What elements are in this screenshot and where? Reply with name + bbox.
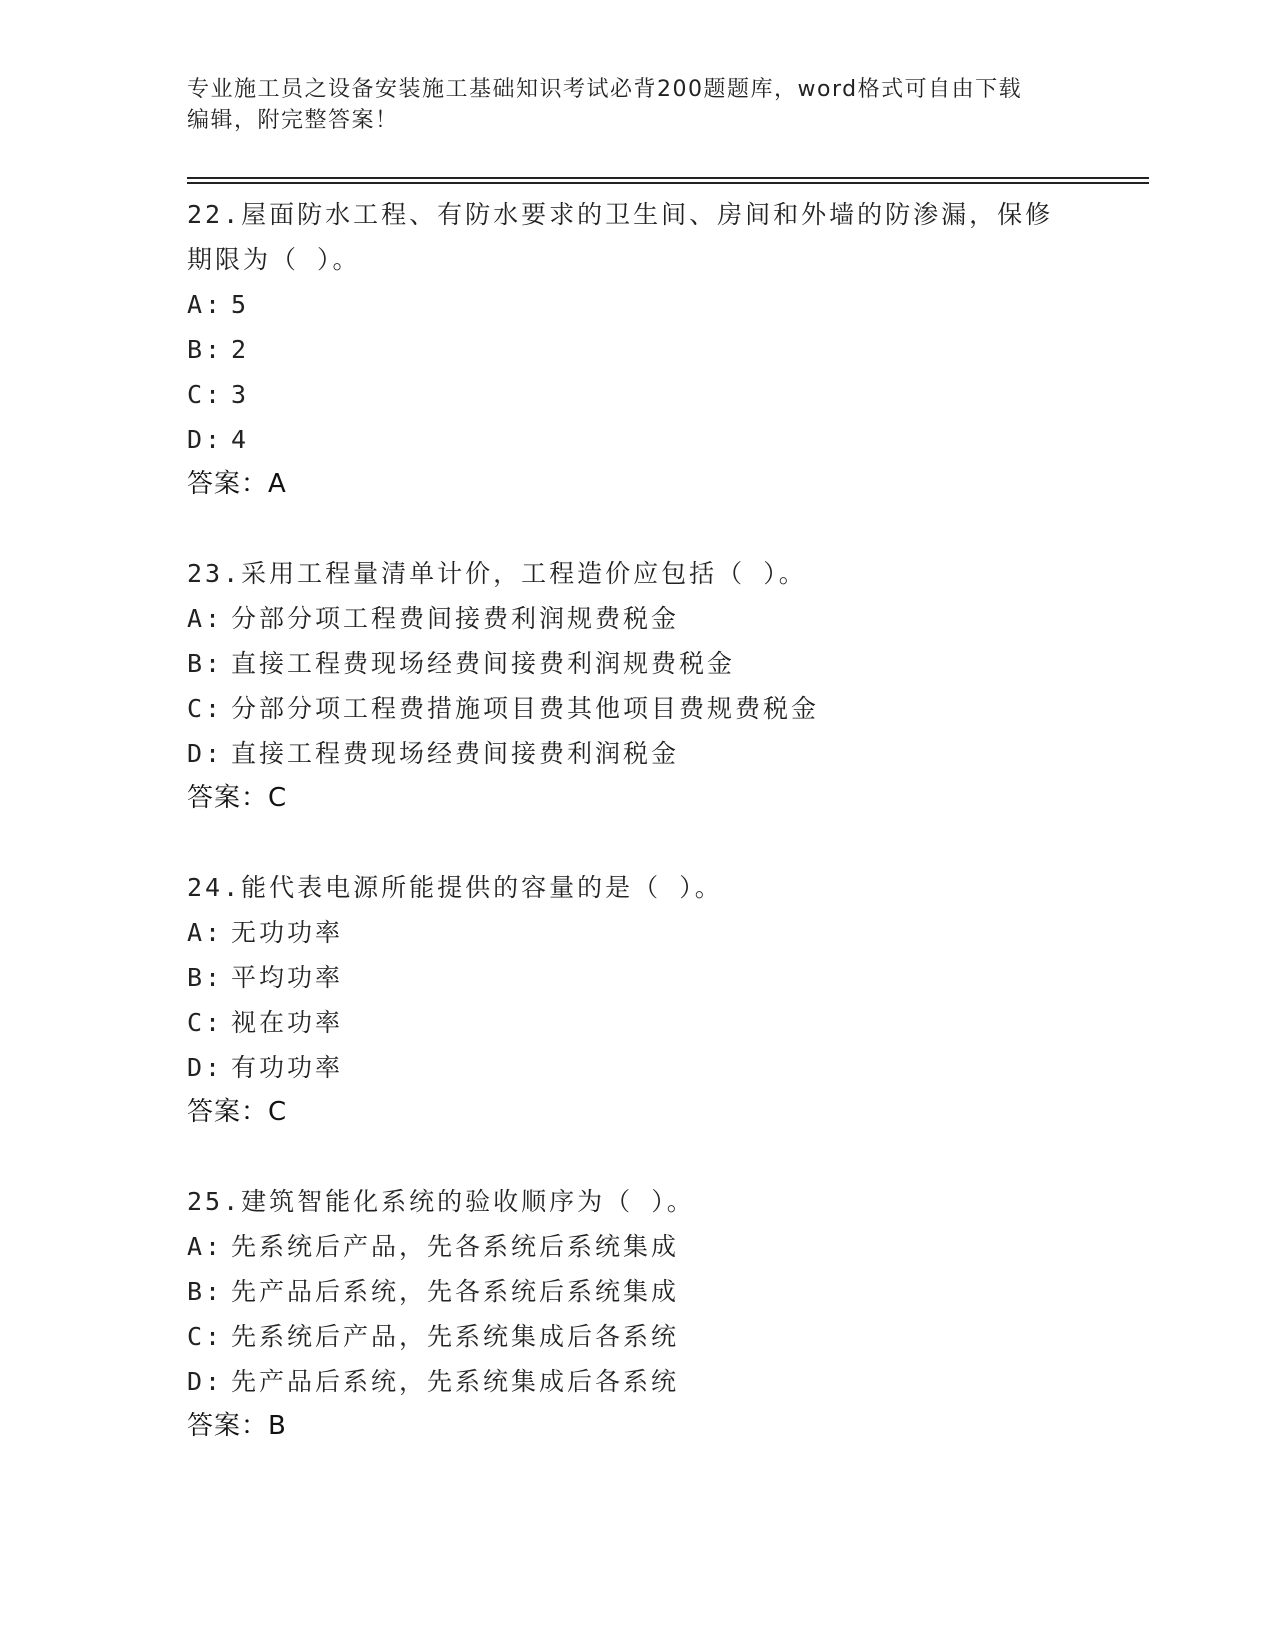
option-d [187,1359,1087,1404]
option-letter: A: [187,918,224,947]
option-text: 有功功率 [231,1053,344,1082]
question-23 [187,551,1087,821]
answer-label: 答案：B [187,1411,287,1441]
document-header [187,74,1067,136]
option-text: 先系统后产品，先系统集成后各系统 [231,1322,680,1351]
option-b [187,641,1087,686]
option-letter: B: [187,335,224,364]
option-text: 平均功率 [231,963,344,992]
answer-label: 答案：C [187,1097,288,1127]
option-letter: C: [187,380,224,409]
option-letter: A: [187,604,224,633]
option-text: 3 [231,380,250,409]
option-letter: A: [187,1232,224,1261]
option-text: 先产品后系统，先各系统后系统集成 [231,1277,680,1306]
answer-label: 答案：C [187,783,288,813]
option-b [187,955,1087,1000]
option-c [187,372,1087,417]
option-letter: C: [187,1008,224,1037]
question-stem: 22.屋面防水工程、有防水要求的卫生间、房间和外墙的防渗漏，保修 [187,200,1054,229]
question-22 [187,192,1087,507]
option-letter: A: [187,290,224,319]
option-letter: B: [187,649,224,678]
option-letter: B: [187,963,224,992]
option-text: 分部分项工程费间接费利润规费税金 [231,604,680,633]
option-d [187,731,1087,776]
option-text: 5 [231,290,250,319]
question-stem: 24.能代表电源所能提供的容量的是（ ）。 [187,873,723,902]
option-a [187,596,1087,641]
option-text: 直接工程费现场经费间接费利润规费税金 [231,649,736,678]
question-stem-continued: 期限为（ ）。 [187,245,361,274]
option-letter: D: [187,1367,224,1396]
option-letter: D: [187,1053,224,1082]
option-a [187,282,1087,327]
option-letter: C: [187,694,224,723]
option-text: 视在功率 [231,1008,344,1037]
option-c [187,686,1087,731]
question-list [187,192,1087,1449]
option-c [187,1000,1087,1045]
option-letter: C: [187,1322,224,1351]
header-divider-top [187,177,1149,179]
option-d [187,417,1087,462]
question-stem: 23.采用工程量清单计价，工程造价应包括（ ）。 [187,559,807,588]
option-letter: D: [187,425,224,454]
option-text: 4 [231,425,250,454]
option-d [187,1045,1087,1090]
question-24 [187,865,1087,1135]
option-a [187,910,1087,955]
option-text: 2 [231,335,250,364]
option-b [187,327,1087,372]
option-text: 先产品后系统，先系统集成后各系统 [231,1367,680,1396]
option-text: 无功功率 [231,918,344,947]
option-c [187,1314,1087,1359]
option-a [187,1224,1087,1269]
question-25 [187,1179,1087,1449]
header-line-2: 编辑，附完整答案！ [187,108,399,133]
option-letter: D: [187,739,224,768]
option-b [187,1269,1087,1314]
option-text: 分部分项工程费措施项目费其他项目费规费税金 [231,694,820,723]
answer-label: 答案：A [187,469,287,499]
header-line-1: 专业施工员之设备安装施工基础知识考试必背200题题库，word格式可自由下载 [187,77,1023,102]
header-divider-bottom [187,182,1149,184]
option-letter: B: [187,1277,224,1306]
option-text: 先系统后产品，先各系统后系统集成 [231,1232,680,1261]
option-text: 直接工程费现场经费间接费利润税金 [231,739,680,768]
question-stem: 25.建筑智能化系统的验收顺序为（ ）。 [187,1187,695,1216]
